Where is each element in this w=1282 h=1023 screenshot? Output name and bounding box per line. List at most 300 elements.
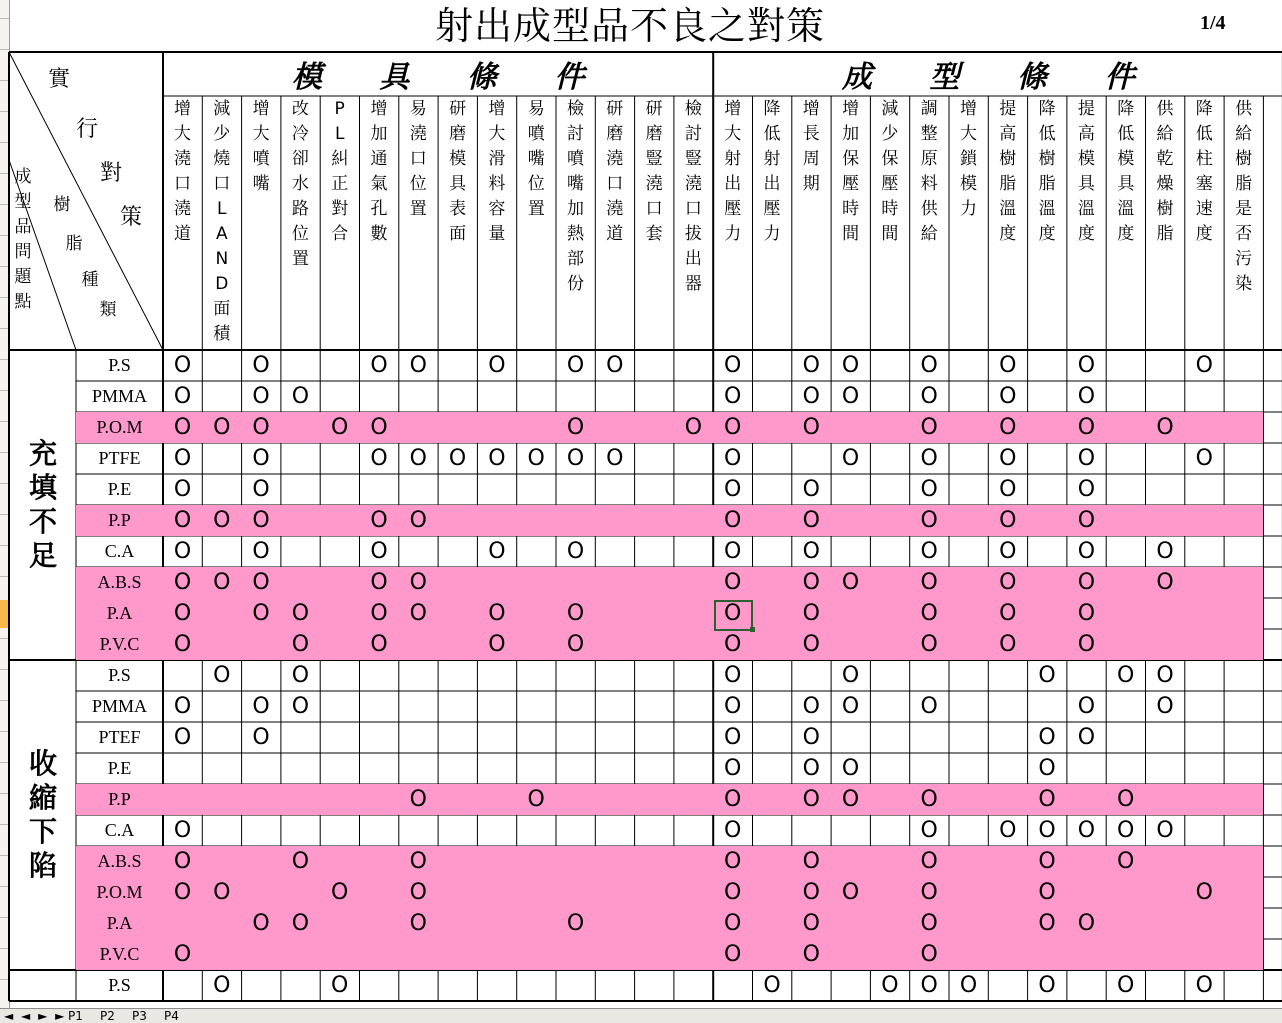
applicable-mark: O xyxy=(370,415,388,440)
applicable-mark: O xyxy=(724,787,742,812)
section-label-char: 縮 xyxy=(28,781,57,814)
applicable-mark: O xyxy=(802,539,820,564)
applicable-mark: O xyxy=(173,415,192,440)
applicable-mark: O xyxy=(566,353,585,378)
applicable-mark: O xyxy=(409,570,427,595)
applicable-mark: O xyxy=(173,880,192,905)
column-header-char: 射 xyxy=(763,149,781,169)
column-header-char: 低 xyxy=(763,124,781,144)
column-header-char: 大 xyxy=(252,124,270,144)
applicable-mark: O xyxy=(920,787,938,812)
column-header xyxy=(360,97,399,349)
column-header-char: 道 xyxy=(174,224,191,244)
applicable-mark: O xyxy=(1156,570,1174,595)
column-header-char: 時 xyxy=(842,199,860,219)
column-header-char: 份 xyxy=(567,274,584,294)
applicable-mark: O xyxy=(252,694,270,719)
applicable-mark: O xyxy=(252,477,270,502)
applicable-mark: O xyxy=(173,849,192,874)
column-header-char: 樹 xyxy=(1038,149,1056,169)
column-header-char: 嘴 xyxy=(252,174,270,194)
column-header-char: 位 xyxy=(527,174,545,194)
column-header-char: 力 xyxy=(960,199,977,219)
applicable-mark: O xyxy=(370,632,388,657)
applicable-mark: O xyxy=(724,539,742,564)
applicable-mark: O xyxy=(841,384,860,409)
column-header xyxy=(949,97,988,349)
applicable-mark: O xyxy=(920,384,938,409)
column-header-char: 嘴 xyxy=(567,174,584,194)
applicable-mark: O xyxy=(1038,973,1056,998)
applicable-mark: O xyxy=(1195,353,1213,378)
column-header-char: 高 xyxy=(1077,124,1095,144)
applicable-mark: O xyxy=(1077,539,1096,564)
corner-resin-char: 脂 xyxy=(65,234,83,254)
column-header xyxy=(713,97,752,349)
applicable-mark: O xyxy=(841,787,860,812)
column-header-char: 溫 xyxy=(1117,199,1135,219)
applicable-mark: O xyxy=(1156,818,1174,843)
row-highlight xyxy=(76,784,1263,815)
applicable-mark: O xyxy=(724,601,742,626)
applicable-mark: O xyxy=(252,725,270,750)
applicable-mark: O xyxy=(173,353,192,378)
corner-problem-char: 點 xyxy=(14,292,32,312)
column-header-char: 供 xyxy=(1235,99,1253,119)
column-header xyxy=(281,97,320,349)
corner-problem-char: 成 xyxy=(14,167,32,187)
column-header-char: 溫 xyxy=(1077,199,1095,219)
column-header-char: 少 xyxy=(213,124,231,144)
column-header-char: 水 xyxy=(291,174,309,194)
applicable-mark: O xyxy=(173,632,192,657)
column-header-char: 模 xyxy=(960,174,977,194)
group-header-char: 模 xyxy=(291,60,322,95)
applicable-mark: O xyxy=(684,415,703,440)
section-label xyxy=(10,350,76,660)
applicable-mark: O xyxy=(920,880,938,905)
column-header xyxy=(438,97,477,349)
column-header-char: 染 xyxy=(1235,274,1253,294)
column-header-char: 冷 xyxy=(291,124,309,144)
column-header-char: 檢 xyxy=(684,99,702,119)
applicable-mark: O xyxy=(1117,849,1135,874)
column-header-char: 降 xyxy=(1117,99,1135,119)
applicable-mark: O xyxy=(920,446,938,471)
applicable-mark: O xyxy=(173,477,192,502)
applicable-mark: O xyxy=(1038,911,1056,936)
column-header-char: 滑 xyxy=(488,149,506,169)
column-header-char: 度 xyxy=(1077,224,1095,244)
column-header-char: 燒 xyxy=(213,149,231,169)
applicable-mark: O xyxy=(1117,787,1135,812)
applicable-mark: O xyxy=(1038,880,1056,905)
column-header-char: 合 xyxy=(331,224,349,244)
column-header-char: 磨 xyxy=(449,124,467,144)
applicable-mark: O xyxy=(1117,663,1135,688)
corner-problem-char: 品 xyxy=(14,217,32,237)
column-header-char: 樹 xyxy=(1156,199,1174,219)
column-header-char: 低 xyxy=(1195,124,1213,144)
column-header-char: 口 xyxy=(213,174,231,194)
group-header-char: 型 xyxy=(929,60,960,95)
resin-type-label: P.O.M xyxy=(96,417,143,437)
column-header-char: 改 xyxy=(291,99,309,119)
column-header-char: 孔 xyxy=(370,199,388,219)
corner-problem-char: 問 xyxy=(14,242,32,262)
group-header-molding xyxy=(813,52,1163,96)
column-header-char: 樹 xyxy=(999,149,1017,169)
resin-type-label: C.A xyxy=(104,820,135,840)
applicable-mark: O xyxy=(841,694,860,719)
column-header-char: 低 xyxy=(1117,124,1135,144)
column-header xyxy=(1028,97,1067,349)
corner-countermeasure-char: 行 xyxy=(76,117,99,142)
column-header-char: 套 xyxy=(645,224,663,244)
applicable-mark: O xyxy=(409,849,427,874)
applicable-mark: O xyxy=(488,539,506,564)
applicable-mark: O xyxy=(763,973,781,998)
applicable-mark: O xyxy=(920,911,938,936)
column-header-char: 供 xyxy=(920,199,938,219)
applicable-mark: O xyxy=(802,508,820,533)
section-label xyxy=(10,660,76,970)
column-header-char: 度 xyxy=(1038,224,1056,244)
column-header-char: 加 xyxy=(370,124,388,144)
corner-resin-char: 樹 xyxy=(53,195,71,215)
applicable-mark: O xyxy=(1077,570,1096,595)
column-header-char: 易 xyxy=(409,99,427,119)
applicable-mark: O xyxy=(920,818,938,843)
page-number: 1/4 xyxy=(1200,12,1226,34)
resin-type-label: P.S xyxy=(108,975,131,995)
applicable-mark: O xyxy=(802,942,820,967)
applicable-mark: O xyxy=(1156,694,1174,719)
applicable-mark: O xyxy=(724,663,742,688)
applicable-mark: O xyxy=(1077,353,1096,378)
applicable-mark: O xyxy=(370,601,388,626)
column-header-char: 路 xyxy=(291,199,309,219)
column-header-char: 量 xyxy=(488,224,506,244)
applicable-mark: O xyxy=(488,446,506,471)
column-header-char: 具 xyxy=(449,174,467,194)
applicable-mark: O xyxy=(920,849,938,874)
column-header-char: 置 xyxy=(527,199,545,219)
column-header-char: 溫 xyxy=(1038,199,1056,219)
column-header-char: 澆 xyxy=(174,199,191,219)
applicable-mark: O xyxy=(606,353,624,378)
applicable-mark: O xyxy=(841,756,860,781)
applicable-mark: O xyxy=(213,973,231,998)
applicable-mark: O xyxy=(1077,911,1096,936)
applicable-mark: O xyxy=(566,539,585,564)
applicable-mark: O xyxy=(331,973,349,998)
applicable-mark: O xyxy=(724,384,742,409)
column-header-char: 力 xyxy=(763,224,781,244)
applicable-mark: O xyxy=(1077,818,1096,843)
applicable-mark: O xyxy=(724,756,742,781)
column-header-char: 降 xyxy=(1195,99,1213,119)
applicable-mark: O xyxy=(173,942,192,967)
column-header-char: 研 xyxy=(645,99,663,119)
applicable-mark: O xyxy=(173,384,192,409)
column-header-char: 正 xyxy=(331,174,349,194)
column-header-char: 增 xyxy=(724,99,742,119)
column-header-char: 污 xyxy=(1235,249,1253,269)
group-header-char: 件 xyxy=(554,60,585,95)
applicable-mark: O xyxy=(724,818,742,843)
applicable-mark: O xyxy=(1038,663,1056,688)
column-header-char: 模 xyxy=(449,149,467,169)
applicable-mark: O xyxy=(252,911,270,936)
applicable-mark: O xyxy=(802,694,820,719)
column-header-char: 給 xyxy=(920,224,938,244)
applicable-mark: O xyxy=(1077,601,1096,626)
column-header-char: 具 xyxy=(1077,174,1095,194)
column-header xyxy=(1185,97,1224,349)
column-header-char: 出 xyxy=(763,174,781,194)
resin-type-label: PTEF xyxy=(98,727,141,747)
column-header-char: 燥 xyxy=(1156,174,1174,194)
column-header-char: 壓 xyxy=(763,199,781,219)
applicable-mark: O xyxy=(1077,415,1096,440)
sheet-tab-p4[interactable]: P4 xyxy=(164,1009,179,1023)
column-header-char: 高 xyxy=(999,124,1017,144)
column-header-char: 模 xyxy=(1077,149,1095,169)
section-label-char: 充 xyxy=(28,437,57,470)
column-header-char: 增 xyxy=(842,99,860,119)
applicable-mark: O xyxy=(252,446,270,471)
section-label-char: 不 xyxy=(28,505,57,538)
column-header-char: 速 xyxy=(1195,199,1213,219)
applicable-mark: O xyxy=(1038,787,1056,812)
applicable-mark: O xyxy=(213,508,231,533)
applicable-mark: O xyxy=(1156,539,1174,564)
column-header-char: 原 xyxy=(920,149,938,169)
column-header-char: L xyxy=(334,124,345,144)
column-header-char: 拔 xyxy=(684,224,702,244)
applicable-mark: O xyxy=(173,570,192,595)
column-header-char: 間 xyxy=(842,224,860,244)
applicable-mark: O xyxy=(1038,849,1056,874)
applicable-mark: O xyxy=(999,632,1017,657)
section-label-char: 填 xyxy=(28,471,57,504)
applicable-mark: O xyxy=(566,911,585,936)
applicable-mark: O xyxy=(802,632,820,657)
sheet-tab-p2[interactable]: P2 xyxy=(100,1009,115,1023)
applicable-mark: O xyxy=(252,384,270,409)
column-header-char: 增 xyxy=(488,99,506,119)
column-header-char: 提 xyxy=(1077,99,1095,119)
column-header xyxy=(1106,97,1145,349)
column-header-char: 積 xyxy=(213,324,231,344)
column-header-char: 噴 xyxy=(527,124,545,144)
applicable-mark: O xyxy=(1195,880,1213,905)
applicable-mark: O xyxy=(409,880,427,905)
applicable-mark: O xyxy=(920,601,938,626)
resin-type-label: A.B.S xyxy=(97,572,142,592)
applicable-mark: O xyxy=(370,353,388,378)
column-header-char: 口 xyxy=(409,149,427,169)
applicable-mark: O xyxy=(566,415,585,440)
column-header-char: 時 xyxy=(881,199,899,219)
applicable-mark: O xyxy=(173,446,192,471)
column-header-char: 脂 xyxy=(1038,174,1056,194)
applicable-mark: O xyxy=(409,508,427,533)
applicable-mark: O xyxy=(252,508,270,533)
column-header-char: 壓 xyxy=(724,199,742,219)
column-header-char: 度 xyxy=(1117,224,1135,244)
column-header-char: 氣 xyxy=(370,174,388,194)
applicable-mark: O xyxy=(409,446,427,471)
applicable-mark: O xyxy=(1038,818,1056,843)
column-header-char: 磨 xyxy=(606,124,624,144)
applicable-mark: O xyxy=(920,570,938,595)
applicable-mark: O xyxy=(724,508,742,533)
column-header-char: 度 xyxy=(1195,224,1213,244)
applicable-mark: O xyxy=(959,973,978,998)
applicable-mark: O xyxy=(370,446,388,471)
applicable-mark: O xyxy=(1077,446,1096,471)
column-header-char: 大 xyxy=(724,124,742,144)
column-header-char: 研 xyxy=(449,99,467,119)
resin-type-label: P.A xyxy=(106,603,133,623)
applicable-mark: O xyxy=(370,508,388,533)
column-header xyxy=(870,97,909,349)
applicable-mark: O xyxy=(724,694,742,719)
selected-cell[interactable] xyxy=(714,600,753,631)
applicable-mark: O xyxy=(213,570,231,595)
group-header-char: 條 xyxy=(466,60,497,95)
column-header-char: 檢 xyxy=(567,99,584,119)
applicable-mark: O xyxy=(999,570,1017,595)
column-header-char: P xyxy=(334,99,345,119)
applicable-mark: O xyxy=(1077,725,1096,750)
column-header-char: 保 xyxy=(881,149,899,169)
corner-problem-char: 題 xyxy=(14,267,32,287)
column-header xyxy=(320,97,359,349)
corner-resin-char: 種 xyxy=(81,270,99,290)
column-header xyxy=(910,97,949,349)
corner-countermeasure-char: 實 xyxy=(48,67,71,92)
applicable-mark: O xyxy=(999,415,1017,440)
applicable-mark: O xyxy=(1077,694,1096,719)
column-header-char: D xyxy=(215,274,229,294)
applicable-mark: O xyxy=(999,384,1017,409)
column-header-char: 大 xyxy=(174,124,191,144)
column-header-char: 保 xyxy=(842,149,860,169)
applicable-mark: O xyxy=(724,353,742,378)
column-header-char: 澆 xyxy=(606,199,624,219)
column-header-char: 給 xyxy=(1235,124,1253,144)
applicable-mark: O xyxy=(252,570,270,595)
applicable-mark: O xyxy=(173,818,192,843)
applicable-mark: O xyxy=(1156,415,1174,440)
sheet-tab-p3[interactable]: P3 xyxy=(132,1009,147,1023)
applicable-mark: O xyxy=(1156,663,1174,688)
column-header-char: 器 xyxy=(684,274,702,294)
applicable-mark: O xyxy=(173,539,192,564)
column-header-char: 易 xyxy=(527,99,545,119)
sheet-nav-arrows[interactable]: ◄ ◄ ► ► xyxy=(4,1009,67,1023)
applicable-mark: O xyxy=(920,415,938,440)
column-header-char: 面 xyxy=(213,299,231,319)
column-header xyxy=(517,97,556,349)
column-header-char: 降 xyxy=(763,99,781,119)
applicable-mark: O xyxy=(841,663,860,688)
applicable-mark: O xyxy=(566,446,585,471)
column-header xyxy=(242,97,281,349)
applicable-mark: O xyxy=(448,446,467,471)
column-header xyxy=(163,97,202,349)
column-header-char: 壓 xyxy=(842,174,860,194)
column-header-char: 增 xyxy=(174,99,191,119)
applicable-mark: O xyxy=(331,415,349,440)
column-header-char: 給 xyxy=(1156,124,1174,144)
column-header xyxy=(556,97,595,349)
column-header-char: 道 xyxy=(606,224,624,244)
applicable-mark: O xyxy=(802,570,820,595)
resin-type-label: P.V.C xyxy=(99,634,140,654)
applicable-mark: O xyxy=(527,787,545,812)
column-header-char: 表 xyxy=(449,199,467,219)
group-header-char: 具 xyxy=(379,60,410,95)
corner-resin-char: 類 xyxy=(99,300,117,320)
group-header-mold xyxy=(263,52,613,96)
applicable-mark: O xyxy=(527,446,545,471)
applicable-mark: O xyxy=(920,477,938,502)
column-header-char: 降 xyxy=(1038,99,1056,119)
column-header-char: 澆 xyxy=(409,124,427,144)
applicable-mark: O xyxy=(724,415,742,440)
fill-handle[interactable] xyxy=(750,627,755,632)
sheet-tab-bar xyxy=(0,1008,1282,1023)
column-header-char: 塞 xyxy=(1195,174,1213,194)
applicable-mark: O xyxy=(291,694,310,719)
applicable-mark: O xyxy=(566,632,585,657)
column-header-char: L xyxy=(217,199,227,219)
applicable-mark: O xyxy=(881,973,899,998)
applicable-mark: O xyxy=(173,725,192,750)
applicable-mark: O xyxy=(802,415,820,440)
applicable-mark: O xyxy=(724,880,742,905)
applicable-mark: O xyxy=(724,849,742,874)
column-header xyxy=(1067,97,1106,349)
applicable-mark: O xyxy=(1117,973,1135,998)
column-header-char: 嘴 xyxy=(527,149,545,169)
applicable-mark: O xyxy=(841,446,860,471)
group-header-char: 條 xyxy=(1017,60,1048,95)
column-header-char: 調 xyxy=(920,99,938,119)
column-header-char: 出 xyxy=(684,249,702,269)
applicable-mark: O xyxy=(999,477,1017,502)
applicable-mark: O xyxy=(1117,818,1135,843)
column-header-char: 澆 xyxy=(684,174,702,194)
applicable-mark: O xyxy=(291,384,310,409)
sheet-tab-p1[interactable]: P1 xyxy=(68,1009,83,1023)
column-header-char: 討 xyxy=(567,124,584,144)
applicable-mark: O xyxy=(252,601,270,626)
column-header xyxy=(831,97,870,349)
applicable-mark: O xyxy=(252,415,270,440)
column-header-char: 熱 xyxy=(567,224,584,244)
applicable-mark: O xyxy=(1038,756,1056,781)
applicable-mark: O xyxy=(724,911,742,936)
column-header xyxy=(595,97,634,349)
column-header-char: 樹 xyxy=(1235,149,1253,169)
applicable-mark: O xyxy=(1077,632,1096,657)
column-header xyxy=(792,97,831,349)
